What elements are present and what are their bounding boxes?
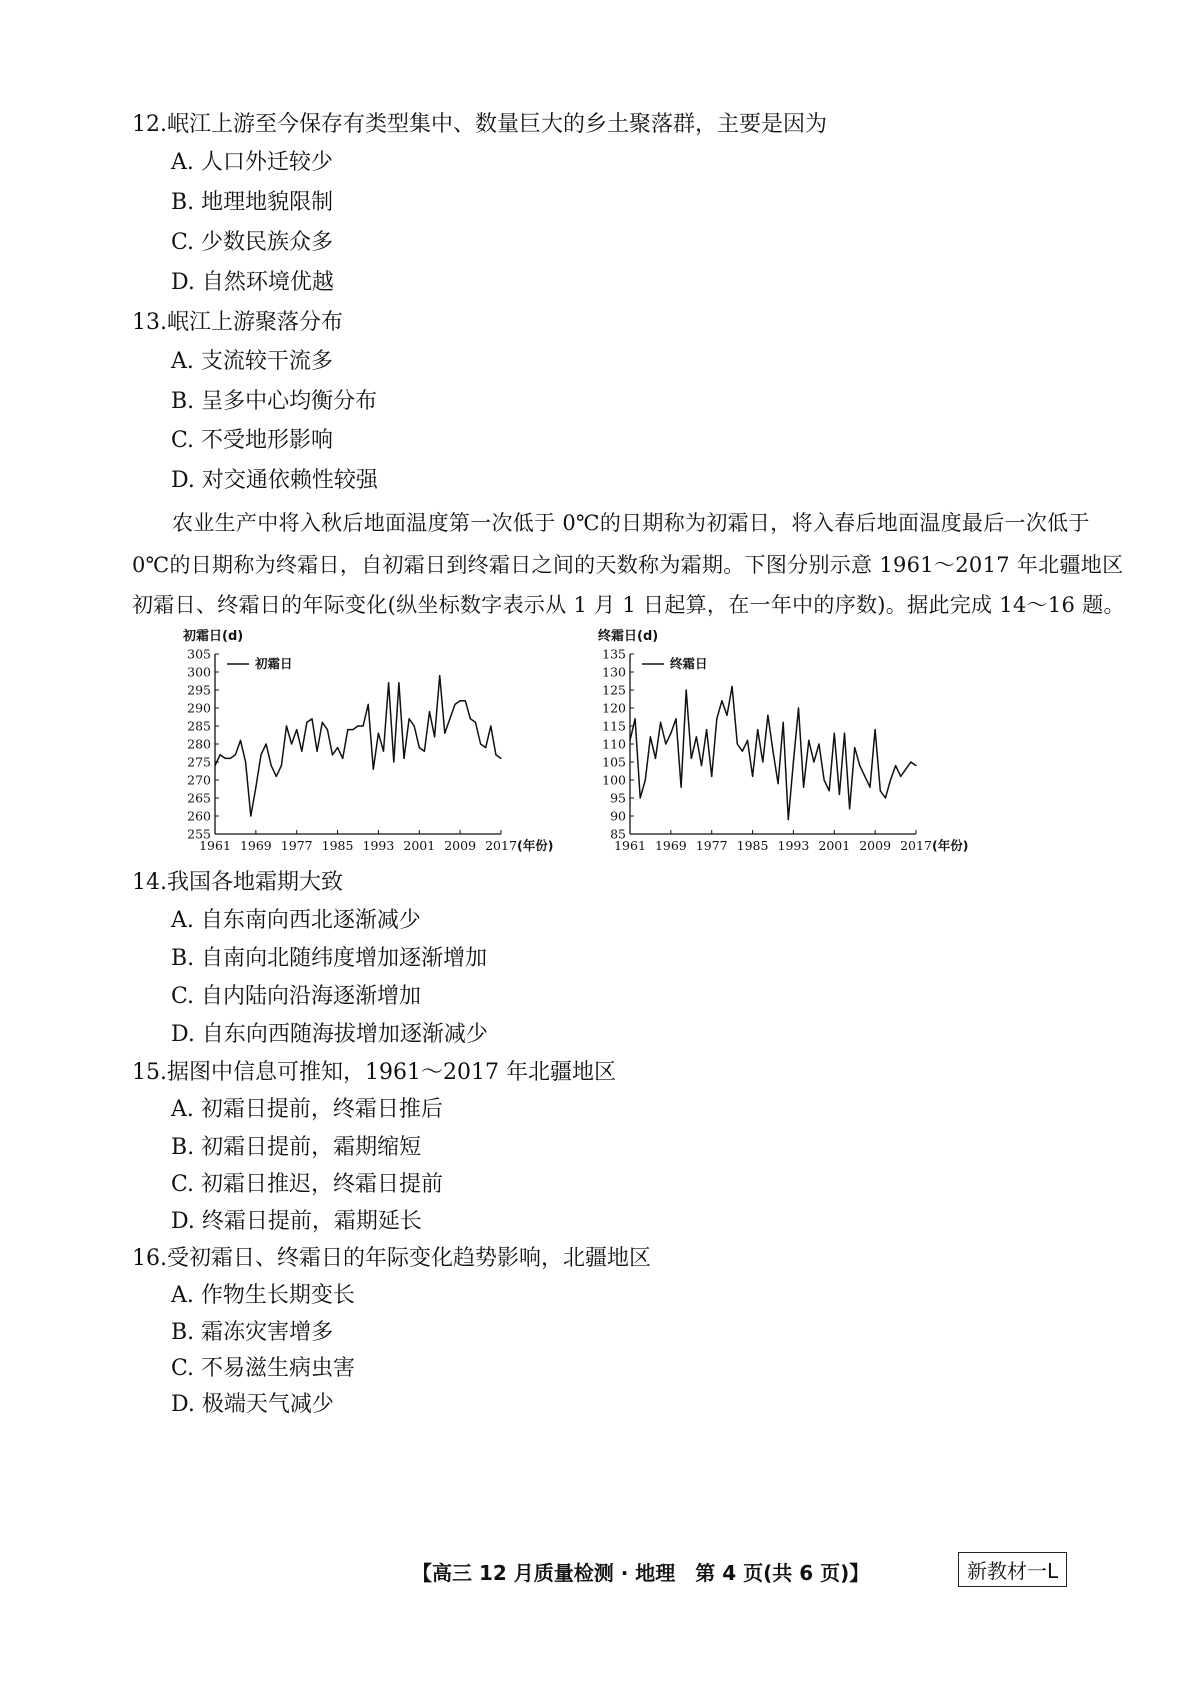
first-frost-x-tick-label: 1977 — [280, 838, 313, 853]
last-frost-data-point — [640, 797, 641, 798]
last-frost-data-point — [783, 722, 784, 723]
first-frost-data-point — [317, 751, 318, 752]
last-frost-x-axis-label: (年份) — [932, 838, 969, 853]
last-frost-data-point — [721, 700, 722, 701]
first-frost-data-point — [383, 751, 384, 752]
question-15-stem: 15.据图中信息可推知，1961～2017 年北疆地区 — [132, 1060, 616, 1085]
last-frost-y-tick-label: 135 — [602, 646, 626, 662]
first-frost-legend-label: 初霜日 — [255, 656, 293, 671]
first-frost-chart — [175, 628, 575, 878]
first-frost-data-point — [250, 815, 251, 816]
last-frost-data-point — [910, 761, 911, 762]
last-frost-data-point — [762, 761, 763, 762]
question-13-stem: 13.岷江上游聚落分布 — [132, 310, 343, 335]
last-frost-data-point — [880, 790, 881, 791]
first-frost-data-point — [424, 751, 425, 752]
first-frost-data-point — [388, 682, 389, 683]
edition-badge: 新教材一L — [958, 1552, 1067, 1587]
last-frost-data-point — [650, 736, 651, 737]
first-frost-data-point — [419, 747, 420, 748]
last-frost-y-tick-label: 120 — [602, 700, 626, 716]
first-frost-y-axis-label: 初霜日(d) — [183, 629, 244, 644]
last-frost-data-point — [915, 765, 916, 766]
last-frost-data-point — [772, 751, 773, 752]
question-16-option-d: D. 极端天气减少 — [171, 1392, 334, 1417]
last-frost-data-point — [696, 736, 697, 737]
first-frost-data-point — [449, 718, 450, 719]
first-frost-data-point — [235, 754, 236, 755]
first-frost-data-point — [214, 765, 215, 766]
last-frost-y-tick-label: 125 — [602, 682, 626, 698]
first-frost-x-tick-label: 1993 — [362, 838, 395, 853]
first-frost-data-point — [220, 754, 221, 755]
first-frost-data-point — [357, 725, 358, 726]
last-frost-data-point — [711, 776, 712, 777]
last-frost-data-point — [726, 715, 727, 716]
first-frost-y-tick-label: 285 — [187, 718, 211, 734]
last-frost-data-point — [737, 743, 738, 744]
last-frost-data-point — [905, 769, 906, 770]
question-14-option-d: D. 自东向西随海拔增加逐渐减少 — [171, 1022, 488, 1047]
last-frost-y-tick-label: 115 — [602, 718, 626, 734]
first-frost-data-point — [311, 718, 312, 719]
question-13-option-b: B. 呈多中心均衡分布 — [171, 389, 378, 414]
last-frost-data-point — [824, 779, 825, 780]
last-frost-data-point — [803, 787, 804, 788]
last-frost-data-point — [875, 729, 876, 730]
last-frost-data-point — [742, 751, 743, 752]
first-frost-y-tick-label: 305 — [187, 646, 211, 662]
question-14-option-b: B. 自南向北随纬度增加逐渐增加 — [171, 946, 488, 971]
first-frost-data-point — [398, 682, 399, 683]
first-frost-data-point — [500, 758, 501, 759]
last-frost-data-point — [665, 743, 666, 744]
last-frost-y-axis-label: 终霜日(d) — [598, 629, 659, 644]
last-frost-data-point — [691, 758, 692, 759]
question-12-option-d: D. 自然环境优越 — [171, 270, 334, 295]
last-frost-data-point — [808, 740, 809, 741]
last-frost-data-point — [732, 686, 733, 687]
last-frost-data-point — [660, 722, 661, 723]
last-frost-data-point — [859, 765, 860, 766]
first-frost-data-point — [306, 722, 307, 723]
first-frost-data-point — [225, 758, 226, 759]
last-frost-series-line — [630, 686, 916, 819]
first-frost-data-point — [439, 675, 440, 676]
first-frost-x-tick-label: 1969 — [239, 838, 272, 853]
first-frost-x-tick-label: 1985 — [321, 838, 354, 853]
last-frost-data-point — [890, 779, 891, 780]
last-frost-chart — [590, 628, 990, 878]
last-frost-data-point — [839, 794, 840, 795]
last-frost-data-point — [869, 787, 870, 788]
first-frost-y-tick-label: 275 — [187, 754, 211, 770]
question-12-option-a: A. 人口外迁较少 — [171, 150, 333, 175]
last-frost-y-tick-label: 85 — [610, 826, 626, 842]
last-frost-data-point — [829, 790, 830, 791]
question-15-option-a: A. 初霜日提前，终霜日推后 — [171, 1097, 443, 1122]
last-frost-data-point — [706, 729, 707, 730]
last-frost-data-point — [747, 740, 748, 741]
last-frost-data-point — [798, 707, 799, 708]
last-frost-y-tick-label: 105 — [602, 754, 626, 770]
last-frost-data-point — [655, 758, 656, 759]
last-frost-data-point — [793, 761, 794, 762]
first-frost-chart-svg — [175, 628, 575, 878]
question-15-option-d: D. 终霜日提前，霜期延长 — [171, 1209, 422, 1234]
first-frost-y-tick-label: 300 — [187, 664, 211, 680]
passage-line-2: 0℃的日期称为终霜日，自初霜日到终霜日之间的天数称为霜期。下图分别示意 1961～2017 年北疆地区 — [132, 553, 1124, 577]
question-12-option-b: B. 地理地貌限制 — [171, 190, 334, 215]
question-13-option-c: C. 不受地形影响 — [171, 428, 334, 453]
first-frost-data-point — [260, 754, 261, 755]
last-frost-data-point — [716, 718, 717, 719]
last-frost-data-point — [629, 740, 630, 741]
first-frost-data-point — [332, 754, 333, 755]
first-frost-data-point — [480, 743, 481, 744]
last-frost-chart-svg — [590, 628, 990, 878]
question-15-option-c: C. 初霜日推迟，终霜日提前 — [171, 1172, 444, 1197]
first-frost-data-point — [465, 700, 466, 701]
first-frost-x-tick-label: 2009 — [444, 838, 477, 853]
first-frost-data-point — [245, 761, 246, 762]
first-frost-data-point — [373, 769, 374, 770]
first-frost-data-point — [266, 743, 267, 744]
first-frost-data-point — [495, 754, 496, 755]
first-frost-data-point — [342, 758, 343, 759]
first-frost-data-point — [352, 729, 353, 730]
first-frost-data-point — [429, 711, 430, 712]
last-frost-x-tick-label: 2017 — [900, 838, 932, 853]
last-frost-data-point — [757, 729, 758, 730]
first-frost-data-point — [322, 722, 323, 723]
first-frost-data-point — [337, 747, 338, 748]
first-frost-y-tick-label: 290 — [187, 700, 211, 716]
last-frost-data-point — [645, 779, 646, 780]
last-frost-x-tick-label: 2001 — [818, 838, 851, 853]
last-frost-data-point — [788, 819, 789, 820]
first-frost-y-tick-label: 295 — [187, 682, 211, 698]
first-frost-y-tick-label: 270 — [187, 772, 211, 788]
last-frost-data-point — [885, 797, 886, 798]
last-frost-data-point — [635, 718, 636, 719]
question-15-option-b: B. 初霜日提前，霜期缩短 — [171, 1135, 422, 1160]
last-frost-y-tick-label: 90 — [610, 808, 626, 824]
first-frost-data-point — [327, 729, 328, 730]
first-frost-x-tick-label: 2001 — [403, 838, 436, 853]
first-frost-data-point — [460, 700, 461, 701]
first-frost-y-tick-label: 265 — [187, 790, 211, 806]
first-frost-data-point — [414, 725, 415, 726]
first-frost-data-point — [281, 765, 282, 766]
first-frost-data-point — [255, 787, 256, 788]
last-frost-x-tick-label: 1977 — [695, 838, 728, 853]
first-frost-series-line — [215, 676, 501, 816]
last-frost-x-tick-label: 1961 — [614, 838, 646, 853]
first-frost-y-tick-label: 255 — [187, 826, 211, 842]
last-frost-data-point — [701, 765, 702, 766]
last-frost-data-point — [686, 689, 687, 690]
first-frost-data-point — [296, 729, 297, 730]
last-frost-data-point — [844, 733, 845, 734]
last-frost-data-point — [752, 776, 753, 777]
last-frost-data-point — [900, 776, 901, 777]
last-frost-data-point — [864, 776, 865, 777]
first-frost-data-point — [454, 704, 455, 705]
last-frost-data-point — [670, 733, 671, 734]
last-frost-y-tick-label: 130 — [602, 664, 626, 680]
first-frost-data-point — [485, 747, 486, 748]
first-frost-data-point — [230, 758, 231, 759]
last-frost-data-point — [895, 765, 896, 766]
first-frost-data-point — [434, 736, 435, 737]
last-frost-x-tick-label: 1985 — [736, 838, 769, 853]
last-frost-data-point — [849, 808, 850, 809]
question-14-stem: 14.我国各地霜期大致 — [132, 870, 343, 895]
page-footer: 【高三 12 月质量检测 · 地理 第 4 页(共 6 页)】 — [412, 1561, 870, 1585]
last-frost-data-point — [818, 743, 819, 744]
passage-line-1: 农业生产中将入秋后地面温度第一次低于 0℃的日期称为初霜日，将入春后地面温度最后一次低于 — [172, 511, 1090, 535]
question-13-option-a: A. 支流较干流多 — [171, 349, 333, 374]
last-frost-data-point — [767, 715, 768, 716]
last-frost-x-tick-label: 2009 — [859, 838, 892, 853]
first-frost-data-point — [286, 725, 287, 726]
first-frost-x-tick-label: 1961 — [199, 838, 231, 853]
first-frost-data-point — [490, 725, 491, 726]
last-frost-data-point — [854, 747, 855, 748]
first-frost-data-point — [276, 776, 277, 777]
last-frost-x-tick-label: 1969 — [654, 838, 687, 853]
last-frost-legend-label: 终霜日 — [670, 656, 708, 671]
last-frost-data-point — [813, 761, 814, 762]
last-frost-data-point — [778, 783, 779, 784]
first-frost-data-point — [301, 751, 302, 752]
question-16-option-b: B. 霜冻灾害增多 — [171, 1320, 334, 1345]
first-frost-data-point — [240, 740, 241, 741]
first-frost-data-point — [475, 722, 476, 723]
last-frost-data-point — [675, 718, 676, 719]
last-frost-data-point — [834, 733, 835, 734]
first-frost-data-point — [368, 704, 369, 705]
last-frost-data-point — [681, 787, 682, 788]
question-16-stem: 16.受初霜日、终霜日的年际变化趋势影响，北疆地区 — [132, 1246, 651, 1271]
first-frost-y-tick-label: 260 — [187, 808, 211, 824]
question-14-option-a: A. 自东南向西北逐渐减少 — [171, 908, 421, 933]
question-14-option-c: C. 自内陆向沿海逐渐增加 — [171, 984, 422, 1009]
question-16-option-c: C. 不易滋生病虫害 — [171, 1356, 356, 1381]
question-12-stem: 12.岷江上游至今保存有类型集中、数量巨大的乡土聚落群，主要是因为 — [132, 112, 827, 137]
question-13-option-d: D. 对交通依赖性较强 — [171, 468, 378, 493]
first-frost-data-point — [409, 718, 410, 719]
passage-line-3: 初霜日、终霜日的年际变化(纵坐标数字表示从 1 月 1 日起算，在一年中的序数)。据此完成 14～16 题。 — [132, 593, 1125, 617]
first-frost-data-point — [347, 729, 348, 730]
last-frost-x-tick-label: 1993 — [777, 838, 810, 853]
question-16-option-a: A. 作物生长期变长 — [171, 1283, 355, 1308]
last-frost-y-tick-label: 110 — [602, 736, 626, 752]
first-frost-data-point — [271, 765, 272, 766]
first-frost-data-point — [363, 725, 364, 726]
first-frost-data-point — [291, 743, 292, 744]
first-frost-data-point — [393, 761, 394, 762]
first-frost-data-point — [470, 718, 471, 719]
first-frost-x-tick-label: 2017 — [485, 838, 517, 853]
first-frost-data-point — [378, 733, 379, 734]
last-frost-y-tick-label: 100 — [602, 772, 626, 788]
first-frost-y-tick-label: 280 — [187, 736, 211, 752]
first-frost-x-axis-label: (年份) — [517, 838, 554, 853]
last-frost-y-tick-label: 95 — [610, 790, 626, 806]
first-frost-data-point — [444, 733, 445, 734]
question-12-option-c: C. 少数民族众多 — [171, 230, 334, 255]
first-frost-data-point — [403, 758, 404, 759]
